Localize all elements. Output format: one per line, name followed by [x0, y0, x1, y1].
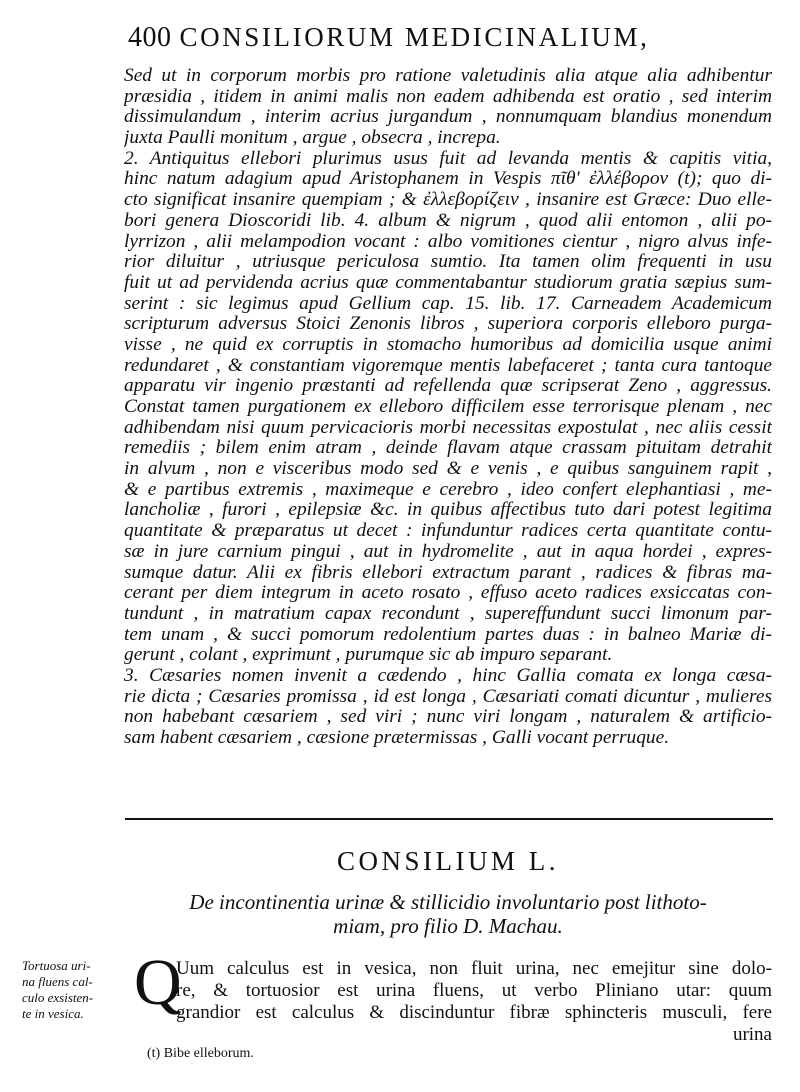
catchword: urina [732, 1024, 772, 1045]
section-title: CONSILIUM L. [337, 846, 559, 876]
body-text-line: scripturum adversus Stoici Zenonis libros , superiora corporis elleboro purga- [124, 314, 772, 335]
subtitle-line: De incontinentia urinæ & stillicidio involuntario post lithoto- [189, 890, 707, 914]
body-text-line: præsidia , itidem in animi malis non eadem adhibenda est oratio , sed interim [124, 86, 772, 107]
marginal-note-line: Tortuosa uri- [22, 958, 91, 973]
subtitle-line: miam, pro filio D. Machau. [333, 914, 563, 938]
body-text-line: serint : sic legimus apud Gellium cap. 15. lib. 17. Carneadem Academicum [124, 293, 772, 314]
body-text-line: sæ in jure carnium pingui , aut in hydromelite , aut in aqua hordei , expres- [124, 541, 772, 562]
section-subtitle [124, 890, 772, 938]
body-text-line: dissimulandum , interim acrius jurgandum , nonnumquam blandius monendum [124, 107, 772, 128]
body-text-line: 3. Cæsaries nomen invenit a cædendo , hinc Gallia comata ex longa cæsa- [124, 665, 772, 686]
body-text-line: remediis ; bilem enim atram , deinde flavam atque crassam pituitam detrahit [124, 438, 772, 459]
page-header [128, 22, 768, 58]
body-text-line: rior diluitur , utriusque periculosa sumtio. Ita tamen olim frequenti in usu [124, 252, 772, 273]
body-text-line: Constat tamen purgationem ex elleboro difficilem esse terrorisque plenam , nec [124, 397, 772, 417]
body-text-line: cerant per diem integrum in aceto rosato , effuso aceto radices exsiccatas con- [124, 583, 772, 604]
body-text-line: gerunt , colant , exprimunt , purumque sic ab impuro separant. [124, 645, 613, 666]
body-text-line: tem unam , & succi pomorum redolentium partes duas : in balneo Mariæ di- [124, 624, 772, 645]
body-text-line: Sed ut in corporum morbis pro ratione valetudinis alia atque alia adhibentur [124, 66, 772, 86]
body-text-line: fuit ut ad pervidenda acrius quæ commentabantur studiorum gratia sæpius sum- [124, 272, 772, 293]
body-text-line: sam habent cæsariem , cæsione prætermissas , Galli vocant perruque. [124, 728, 670, 748]
marginal-note-line: te in vesica. [22, 1006, 84, 1021]
drop-cap: Q [134, 946, 182, 1019]
body-text-line: hinc natum adagium apud Aristophanem in Vespis πῖθ' ἐλλέβορον (t); quo di- [124, 169, 772, 190]
body-text-line: quantitate & præparatus ut decet : infunduntur radices certa quantitate contu- [124, 521, 772, 542]
footnote: (t) Bibe elleborum. [147, 1046, 254, 1061]
body-text [124, 66, 772, 749]
body-text-line: cto significat insanire quempiam ; & ἐλλεβορίζειν , insanire est Græce: Duo elle- [124, 190, 772, 211]
body-text-line: rie dicta ; Cæsaries promissa , id est longa , Cæsariati comati dicuntur , mulieres [124, 686, 772, 707]
body-text-line: 2. Antiquitus ellebori plurimus usus fuit ad levanda mentis & capitis vitia, [124, 148, 772, 169]
section-divider [125, 818, 773, 820]
opening-line: Uum calculus est in vesica, non fluit urina, nec emejitur sine dolo- [176, 958, 772, 979]
body-text-line: adhibendam nisi quum pervicacioris morbi necessitas expostulat , nec aliis cessit [124, 417, 772, 438]
marginal-note-line: na fluens cal- [22, 974, 93, 989]
body-text-line: non habebant cæsariem , sed viri ; nunc viri longam , naturalem & artificio- [124, 707, 772, 728]
body-text-line: in alvum , non e visceribus modo sed & e venis , e quibus sanguinem rapit , [124, 459, 772, 480]
page-number: 400 [128, 22, 172, 53]
body-text-line: sumque datur. Alii ex fibris ellebori extractum parant , radices & fibras ma- [124, 562, 772, 583]
body-text-line: bori genera Dioscoridi lib. 4. album & nigrum , quod alii entomon , alii po- [124, 210, 772, 231]
body-text-line: tundunt , in matratium capax recondunt , supereffundunt succi limonum par- [124, 603, 772, 624]
body-text-line: redundaret , & constantiam vigoremque mentis labefaceret ; tanta cura tantoque [124, 355, 772, 376]
body-text-line: visse , ne quid ex corruptis in stomacho humoribus ad domicilia usque animi [124, 334, 772, 355]
body-text-line: juxta Paulli monitum , argue , obsecra , increpa. [124, 128, 501, 149]
running-title: CONSILIORUM MEDICINALIUM, [179, 22, 650, 52]
body-text-line: lancholiæ , furori , epilepsiæ &c. in quibus affectibus tuto dari potest legitima [124, 500, 772, 521]
body-text-line: lyrrizon , alii melampodion vocant : albo vomitiones cientur , nigro alvus infe- [124, 231, 772, 252]
opening-line: grandior est calculus & discinduntur fibræ sphincteris musculi, fere [176, 1002, 772, 1023]
body-text-line: apparatu vir ingenio præstanti ad refellenda quæ scripserat Zeno , aggressus. [124, 376, 772, 397]
body-text-line: & e partibus extremis , maximeque e cerebro , ideo confert elephantiasi , me- [124, 479, 772, 500]
marginal-note-line: culo exsisten- [22, 990, 94, 1005]
opening-line: re, & tortuosior est urina fluens, ut verbo Pliniano utar: quum [176, 980, 772, 1001]
marginal-note [22, 958, 120, 1022]
opening-paragraph [176, 958, 772, 1024]
